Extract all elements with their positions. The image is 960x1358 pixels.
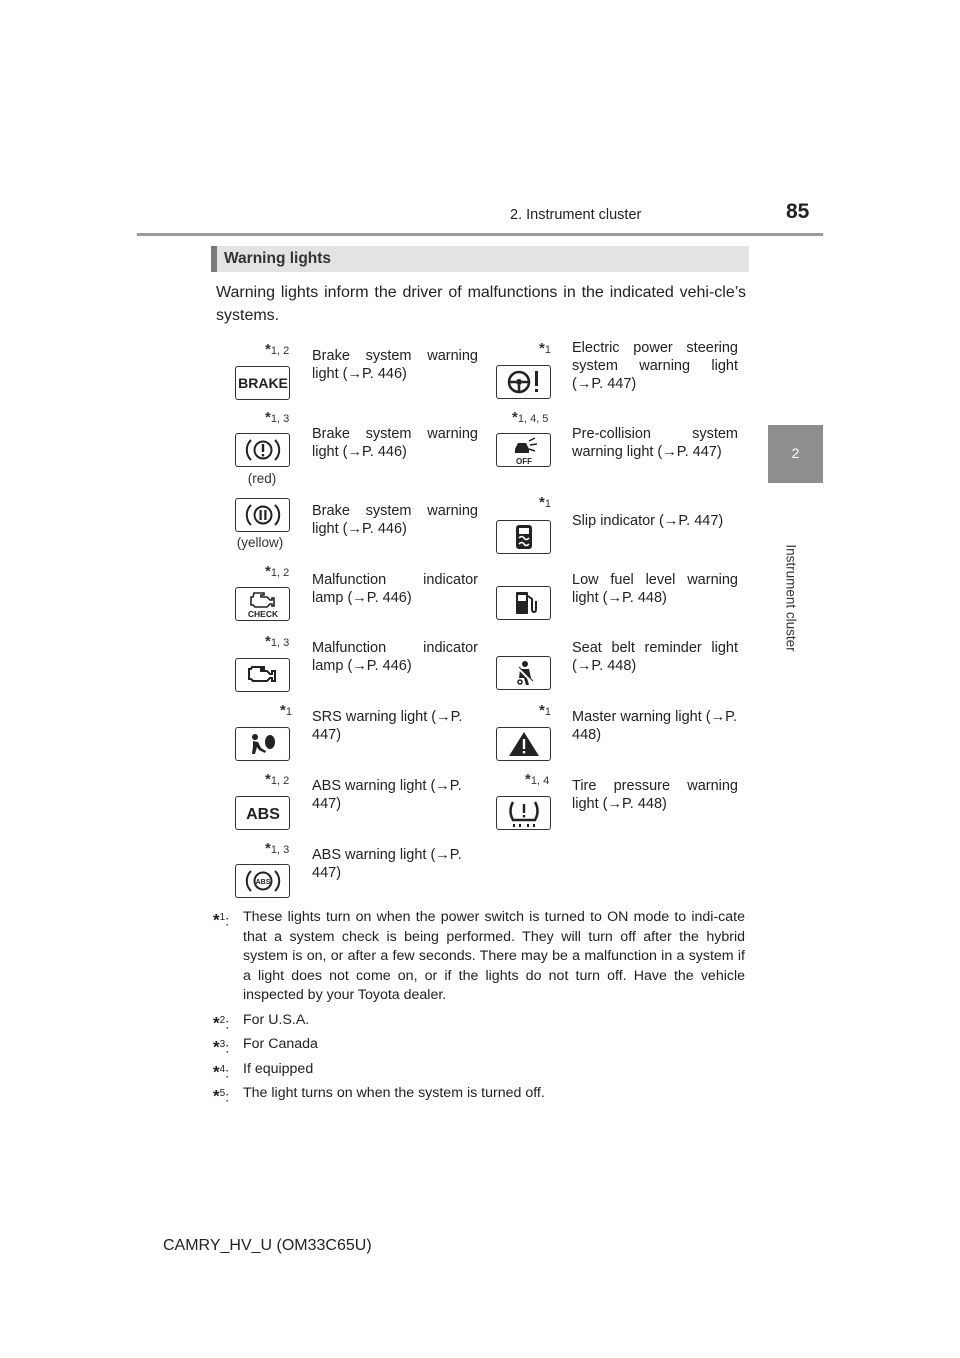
srs-airbag-icon xyxy=(235,727,290,761)
footnote-ref: *1, 3 xyxy=(265,840,290,857)
brake-circle-exclamation-icon xyxy=(235,433,290,467)
footnote-item: *$^1$: These lights turn on when the power switch is turned to ON mode to indi-cate that a system check is being performed. They will turn off after the hybrid system is on, or after a few seconds. There may be a malfunction in a system if a light does not come on, or if the lights do not turn off. Have the vehicle inspected by your Toyota dealer. xyxy=(213,909,745,1003)
footer-document-code: CAMRY_HV_U (OM33C65U) xyxy=(163,1237,372,1254)
footnote-item: *$^3$: For Canada xyxy=(213,1036,318,1057)
footnote-ref: *1 xyxy=(280,702,292,719)
engine-icon xyxy=(235,658,290,692)
footnote-ref: *1 xyxy=(539,702,551,719)
warning-desc: Electric power steering system warning light (→P. 447) xyxy=(572,340,738,392)
footnote-item: *$^5$: The light turns on when the system is turned off. xyxy=(213,1085,545,1106)
footnote-text: If equipped xyxy=(243,1060,314,1077)
pre-collision-off-text: OFF xyxy=(515,457,532,465)
footnote-item: *$^2$: For U.S.A. xyxy=(213,1011,310,1033)
brake-text-icon xyxy=(235,366,290,400)
chapter-tab-number: 2 xyxy=(791,445,800,461)
footnote-text: These lights turn on when the power switch is turned to ON mode to indi-cate that a system check is being performed. They will turn off after the hybrid system is on, or after a few seconds. There may be a malfunction in a system if a light does not come on, or if the lights do not turn off. Have the vehicle inspected by your Toyota dealer. xyxy=(243,909,745,1003)
warning-desc: SRS warning light (→P. 447) xyxy=(312,709,463,743)
chapter-tab-label xyxy=(781,518,801,678)
chapter-tab-label-text: Instrument cluster xyxy=(783,544,799,652)
brake-circle-parallel-icon xyxy=(235,498,290,532)
footnotes xyxy=(213,908,745,1109)
seat-belt-icon xyxy=(496,656,551,690)
footnote-text: The light turns on when the system is turned off. xyxy=(243,1085,545,1101)
warning-desc: Brake system warning light (→P. 446) xyxy=(312,426,478,460)
warning-desc: Seat belt reminder light (→P. 448) xyxy=(572,640,738,674)
footnote-ref: *1, 2 xyxy=(265,341,290,358)
warning-desc: Pre-collision system warning light (→P. 447) xyxy=(572,426,738,460)
pre-collision-off-icon xyxy=(496,433,551,467)
check-icon-text: CHECK xyxy=(247,609,278,619)
footnote-text: For Canada xyxy=(243,1036,318,1052)
header-rule xyxy=(137,233,823,236)
icon-color-label: (yellow) xyxy=(236,535,284,550)
footnote-ref: *1, 4 xyxy=(525,771,550,788)
header-section-title: 2. Instrument cluster xyxy=(510,207,642,223)
brake-icon-text: BRAKE xyxy=(237,375,288,391)
section-title: Warning lights xyxy=(224,250,332,267)
check-engine-icon xyxy=(235,587,290,621)
warning-desc: Tire pressure warning light (→P. 448) xyxy=(572,778,738,812)
footnote-ref: *1, 3 xyxy=(265,633,290,650)
footnote-ref: *1, 2 xyxy=(265,771,290,788)
abs-circle-icon-text: ABS xyxy=(255,879,270,886)
abs-icon-text: ABS xyxy=(245,806,280,823)
footnote-text: For U.S.A. xyxy=(243,1011,310,1028)
footnote-ref: *1, 4, 5 xyxy=(512,409,549,426)
intro-paragraph: Warning lights inform the driver of malfunctions in the indicated vehi-cle’s systems. xyxy=(216,284,746,324)
page-number: 85 xyxy=(786,200,810,223)
footnote-ref: *1 xyxy=(539,340,551,357)
fuel-pump-icon xyxy=(496,586,551,620)
steering-warning-icon xyxy=(496,365,551,399)
warning-desc: Master warning light (→P. 448) xyxy=(572,709,737,743)
warning-desc: Malfunction indicator lamp (→P. 446) xyxy=(312,640,478,674)
warning-desc: Malfunction indicator lamp (→P. 446) xyxy=(312,572,478,606)
abs-circle-icon xyxy=(235,864,290,898)
footnote-ref: *1, 2 xyxy=(265,563,290,580)
warning-desc: Brake system warning light (→P. 446) xyxy=(312,348,478,382)
warning-desc: Slip indicator (→P. 447) xyxy=(572,513,724,529)
tire-pressure-icon xyxy=(496,796,551,830)
warning-desc: Brake system warning light (→P. 446) xyxy=(312,503,478,537)
master-warning-icon xyxy=(496,727,551,761)
abs-text-icon xyxy=(235,796,290,830)
footnote-ref: *1 xyxy=(539,494,551,511)
slip-indicator-icon xyxy=(496,520,551,554)
icon-color-label: (red) xyxy=(247,471,277,486)
warning-desc: ABS warning light (→P. 447) xyxy=(312,778,462,812)
footnote-item: *$^4$: If equipped xyxy=(213,1060,314,1082)
warning-desc: Low fuel level warning light (→P. 448) xyxy=(572,572,738,606)
warning-desc: ABS warning light (→P. 447) xyxy=(312,847,462,881)
footnote-ref: *1, 3 xyxy=(265,409,290,426)
